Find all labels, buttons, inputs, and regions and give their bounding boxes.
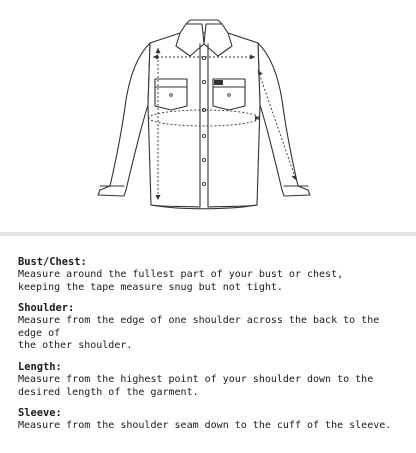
guide-term: Bust/Chest: (18, 256, 87, 268)
measurement-guide (18, 256, 408, 441)
guide-entry-length (18, 361, 408, 399)
collar-band (186, 20, 222, 24)
pocket-label-patch (214, 80, 223, 85)
guide-description: Measure around the fullest part of your bust or chest, keeping the tape measure snug but not tight. (18, 269, 344, 293)
guide-description: Measure from the highest point of your shoulder down to the desired length of the garment. (18, 373, 374, 398)
guide-entry-shoulder (18, 302, 408, 353)
guide-entry-bust-chest (18, 256, 408, 294)
left-sleeve (98, 43, 150, 196)
guide-term: Length: (18, 360, 62, 373)
guide-term: Sleeve: (18, 407, 62, 420)
guide-description: Measure from the edge of one shoulder across the back to the edge of the other shoulder. (18, 315, 380, 352)
guide-description: Measure from the shoulder seam down to the cuff of the sleeve. (18, 420, 392, 432)
section-divider (0, 232, 416, 236)
guide-entry-sleeve (18, 407, 408, 433)
right-sleeve (258, 43, 310, 196)
guide-term: Shoulder: (18, 302, 75, 315)
